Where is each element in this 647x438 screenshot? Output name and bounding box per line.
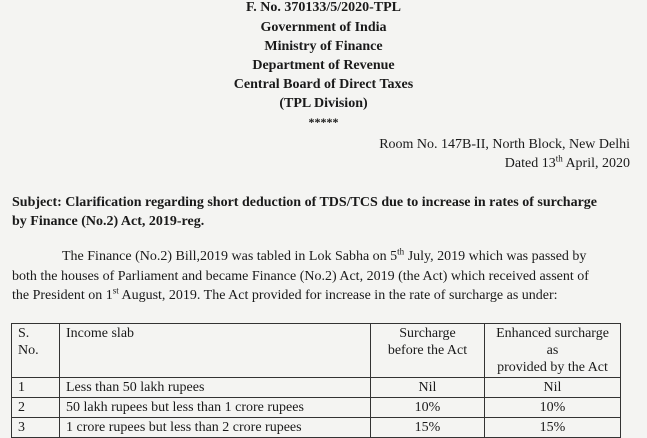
row-income-slab: 50 lakh rupees but less than 1 crore rupees (60, 398, 371, 418)
row-enhanced-surcharge: Nil (485, 378, 621, 398)
subject-line-1: Subject: Clarification regarding short deduction of TDS/TCS due to increase in rates of surcharge (12, 195, 598, 210)
date-rest: April, 2020 (562, 156, 630, 171)
table-header-row (12, 324, 621, 378)
header-enhanced-surcharge (485, 324, 621, 378)
file-number: F. No. 370133/5/2020-TPL (245, 0, 402, 15)
subject-line (12, 193, 637, 231)
paragraph-line-3 (12, 286, 637, 306)
date-prefix: Dated 13 (504, 156, 556, 171)
paragraph-line-3-b: August, 2019. The Act provided for increase in the rate of surcharge as under: (118, 288, 558, 303)
surcharge-table (11, 323, 621, 438)
row-sno: 3 (12, 418, 60, 438)
header-before-line2: before the Act (387, 343, 468, 358)
row-surcharge-before: Nil (371, 378, 485, 398)
government-title: Government of India (260, 20, 387, 35)
paragraph-line-2: both the houses of Parliament and became Finance (No.2) Act, 2019 (the Act) which received assent of (12, 268, 589, 284)
row-income-slab: 1 crore rupees but less than 2 crore rupees (60, 418, 371, 438)
header-surcharge-before (371, 324, 485, 378)
board-title: Central Board of Direct Taxes (233, 77, 414, 92)
paragraph-line-3-a: the President on 1 (12, 288, 113, 303)
header-sno-line1: S. (18, 326, 30, 341)
header-enhanced-line2: provided by the Act (497, 360, 608, 375)
header-sno (12, 324, 60, 378)
row-surcharge-before: 10% (371, 398, 485, 418)
row-enhanced-surcharge: 10% (485, 398, 621, 418)
row-sno: 1 (12, 378, 60, 398)
paragraph-line-3-sup: st (112, 285, 119, 296)
row-enhanced-surcharge: 15% (485, 418, 621, 438)
division-title: (TPL Division) (279, 96, 368, 111)
date-line (504, 153, 630, 172)
department-title: Department of Revenue (252, 58, 395, 73)
subject-line-2: by Finance (No.2) Act, 2019-reg. (12, 214, 205, 229)
table-row (12, 378, 621, 398)
row-sno: 2 (12, 398, 60, 418)
ministry-title: Ministry of Finance (264, 39, 383, 54)
table-row (12, 418, 621, 438)
header-sno-line2: No. (18, 343, 39, 358)
row-surcharge-before: 15% (371, 418, 485, 438)
row-income-slab: Less than 50 lakh rupees (60, 378, 371, 398)
header-income-slab: Income slab (60, 324, 371, 378)
paragraph-line-1-sup: th (397, 246, 405, 257)
date-suffix-ordinal: th (555, 153, 563, 164)
body-paragraph (12, 247, 637, 306)
table-row (12, 398, 621, 418)
separator-stars: ***** (308, 115, 339, 129)
paragraph-line-1-b: July, 2019 which was passed by (404, 249, 587, 264)
header-enhanced-line1: Enhanced surcharge as (496, 326, 609, 358)
paragraph-line-1-a: The Finance (No.2) Bill,2019 was tabled in Lok Sabha on 5 (62, 249, 398, 264)
header-before-line1: Surcharge (399, 326, 456, 341)
paragraph-line-1 (12, 247, 637, 267)
room-address: Room No. 147B-II, North Block, New Delhi (379, 137, 630, 152)
